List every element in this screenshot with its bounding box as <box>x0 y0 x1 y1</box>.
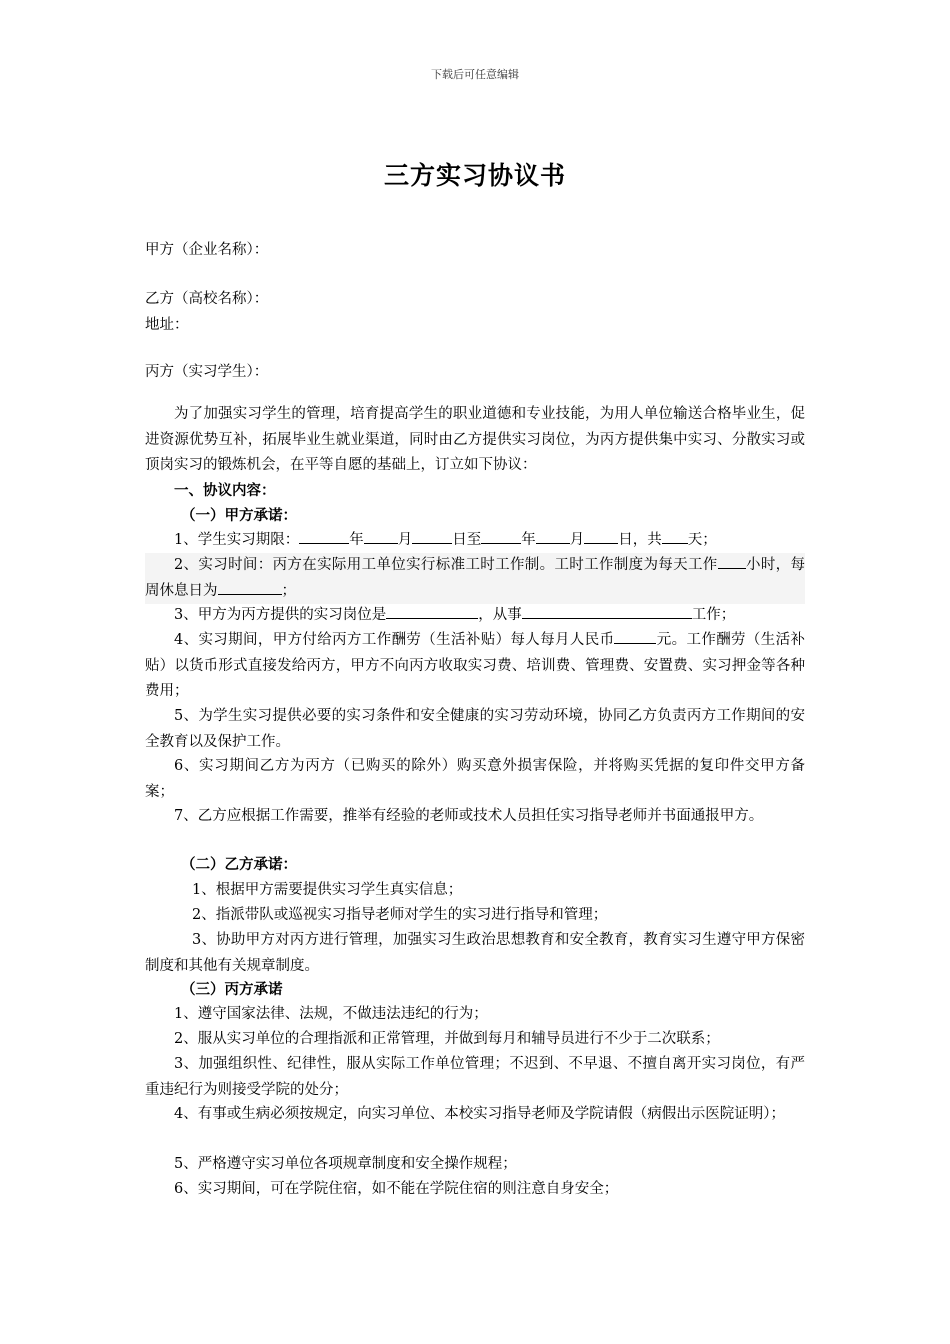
a-item-2: 2、实习时间：丙方在实际用工单位实行标准工时工作制。工时工作制度为每天工作 小时，每周休息日为 ； <box>145 553 805 604</box>
a-item-6: 6、实习期间乙方为丙方（已购买的除外）购买意外损害保险，并将购买凭据的复印件交甲方备案； <box>145 758 805 800</box>
b-item-3: 3、协助甲方对丙方进行管理，加强实习生政治思想教育和安全教育，教育实习生遵守甲方保密制度和其他有关规章制度。 <box>145 932 805 974</box>
a-item-4: 4、实习期间，甲方付给丙方工作酬劳（生活补贴）每人每月人民币 元。工作酬劳（生活补贴）以货币形式直接发给丙方，甲方不向丙方收取实习费、培训费、管理费、安置费、实习押金等各种费用； <box>145 628 805 705</box>
c-item-6: 6、实习期间，可在学院住宿，如不能在学院住宿的则注意自身安全； <box>174 1181 619 1197</box>
c-item-4: 4、有事或生病必须按规定，向实习单位、本校实习指导老师及学院请假（病假出示医院证明）； <box>174 1106 785 1122</box>
sub-b-heading: （二）乙方承诺： <box>181 856 297 873</box>
a-item-1: 1、学生实习期限： 年 月 日至 年 月 日，共 天； <box>145 528 805 554</box>
c-item-3: 3、加强组织性、纪律性，服从实际工作单位管理；不迟到、不早退、不擅自离开实习岗位，有严重违纪行为则接受学院的处分； <box>145 1056 805 1098</box>
a-item-7: 7、乙方应根据工作需要，推举有经验的老师或技术人员担任实习指导老师并书面通报甲方。 <box>174 808 764 824</box>
c-item-5: 5、严格遵守实习单位各项规章制度和安全操作规程； <box>174 1156 517 1172</box>
document-title: 三方实习协议书 <box>383 161 566 190</box>
party-a-label: 甲方（企业名称）： <box>145 242 269 258</box>
b-item-2: 2、指派带队或巡视实习指导老师对学生的实习进行指导和管理； <box>192 907 608 923</box>
address-label: 地址： <box>145 317 189 333</box>
b-item-1: 1、根据甲方需要提供实习学生真实信息； <box>192 882 463 898</box>
party-b-label: 乙方（高校名称）： <box>145 291 269 307</box>
intro-paragraph: 为了加强实习学生的管理，培育提高学生的职业道德和专业技能，为用人单位输送合格毕业生，促进资源优势互补，拓展毕业生就业渠道，同时由乙方提供实习岗位，为丙方提供集中实习、分散实习或顶岗实习的锻炼机会，在平等自愿的基础上，订立如下协议： <box>145 406 805 473</box>
c-item-1: 1、遵守国家法律、法规，不做违法违纪的行为； <box>174 1006 488 1022</box>
header-note: 下载后可任意编辑 <box>431 68 519 81</box>
sub-a-heading: （一）甲方承诺： <box>181 507 297 524</box>
party-c-label: 丙方（实习学生）： <box>145 364 269 380</box>
section-1-heading: 一、协议内容： <box>174 482 276 499</box>
a-item-3: 3、甲方为丙方提供的实习岗位是 ，从事 工作； <box>145 603 805 629</box>
c-item-2: 2、服从实习单位的合理指派和正常管理，并做到每月和辅导员进行不少于二次联系； <box>174 1031 720 1047</box>
sub-c-heading: （三）丙方承诺 <box>181 981 283 998</box>
a-item-5: 5、为学生实习提供必要的实习条件和安全健康的实习劳动环境，协同乙方负责丙方工作期间的安全教育以及保护工作。 <box>145 708 805 750</box>
